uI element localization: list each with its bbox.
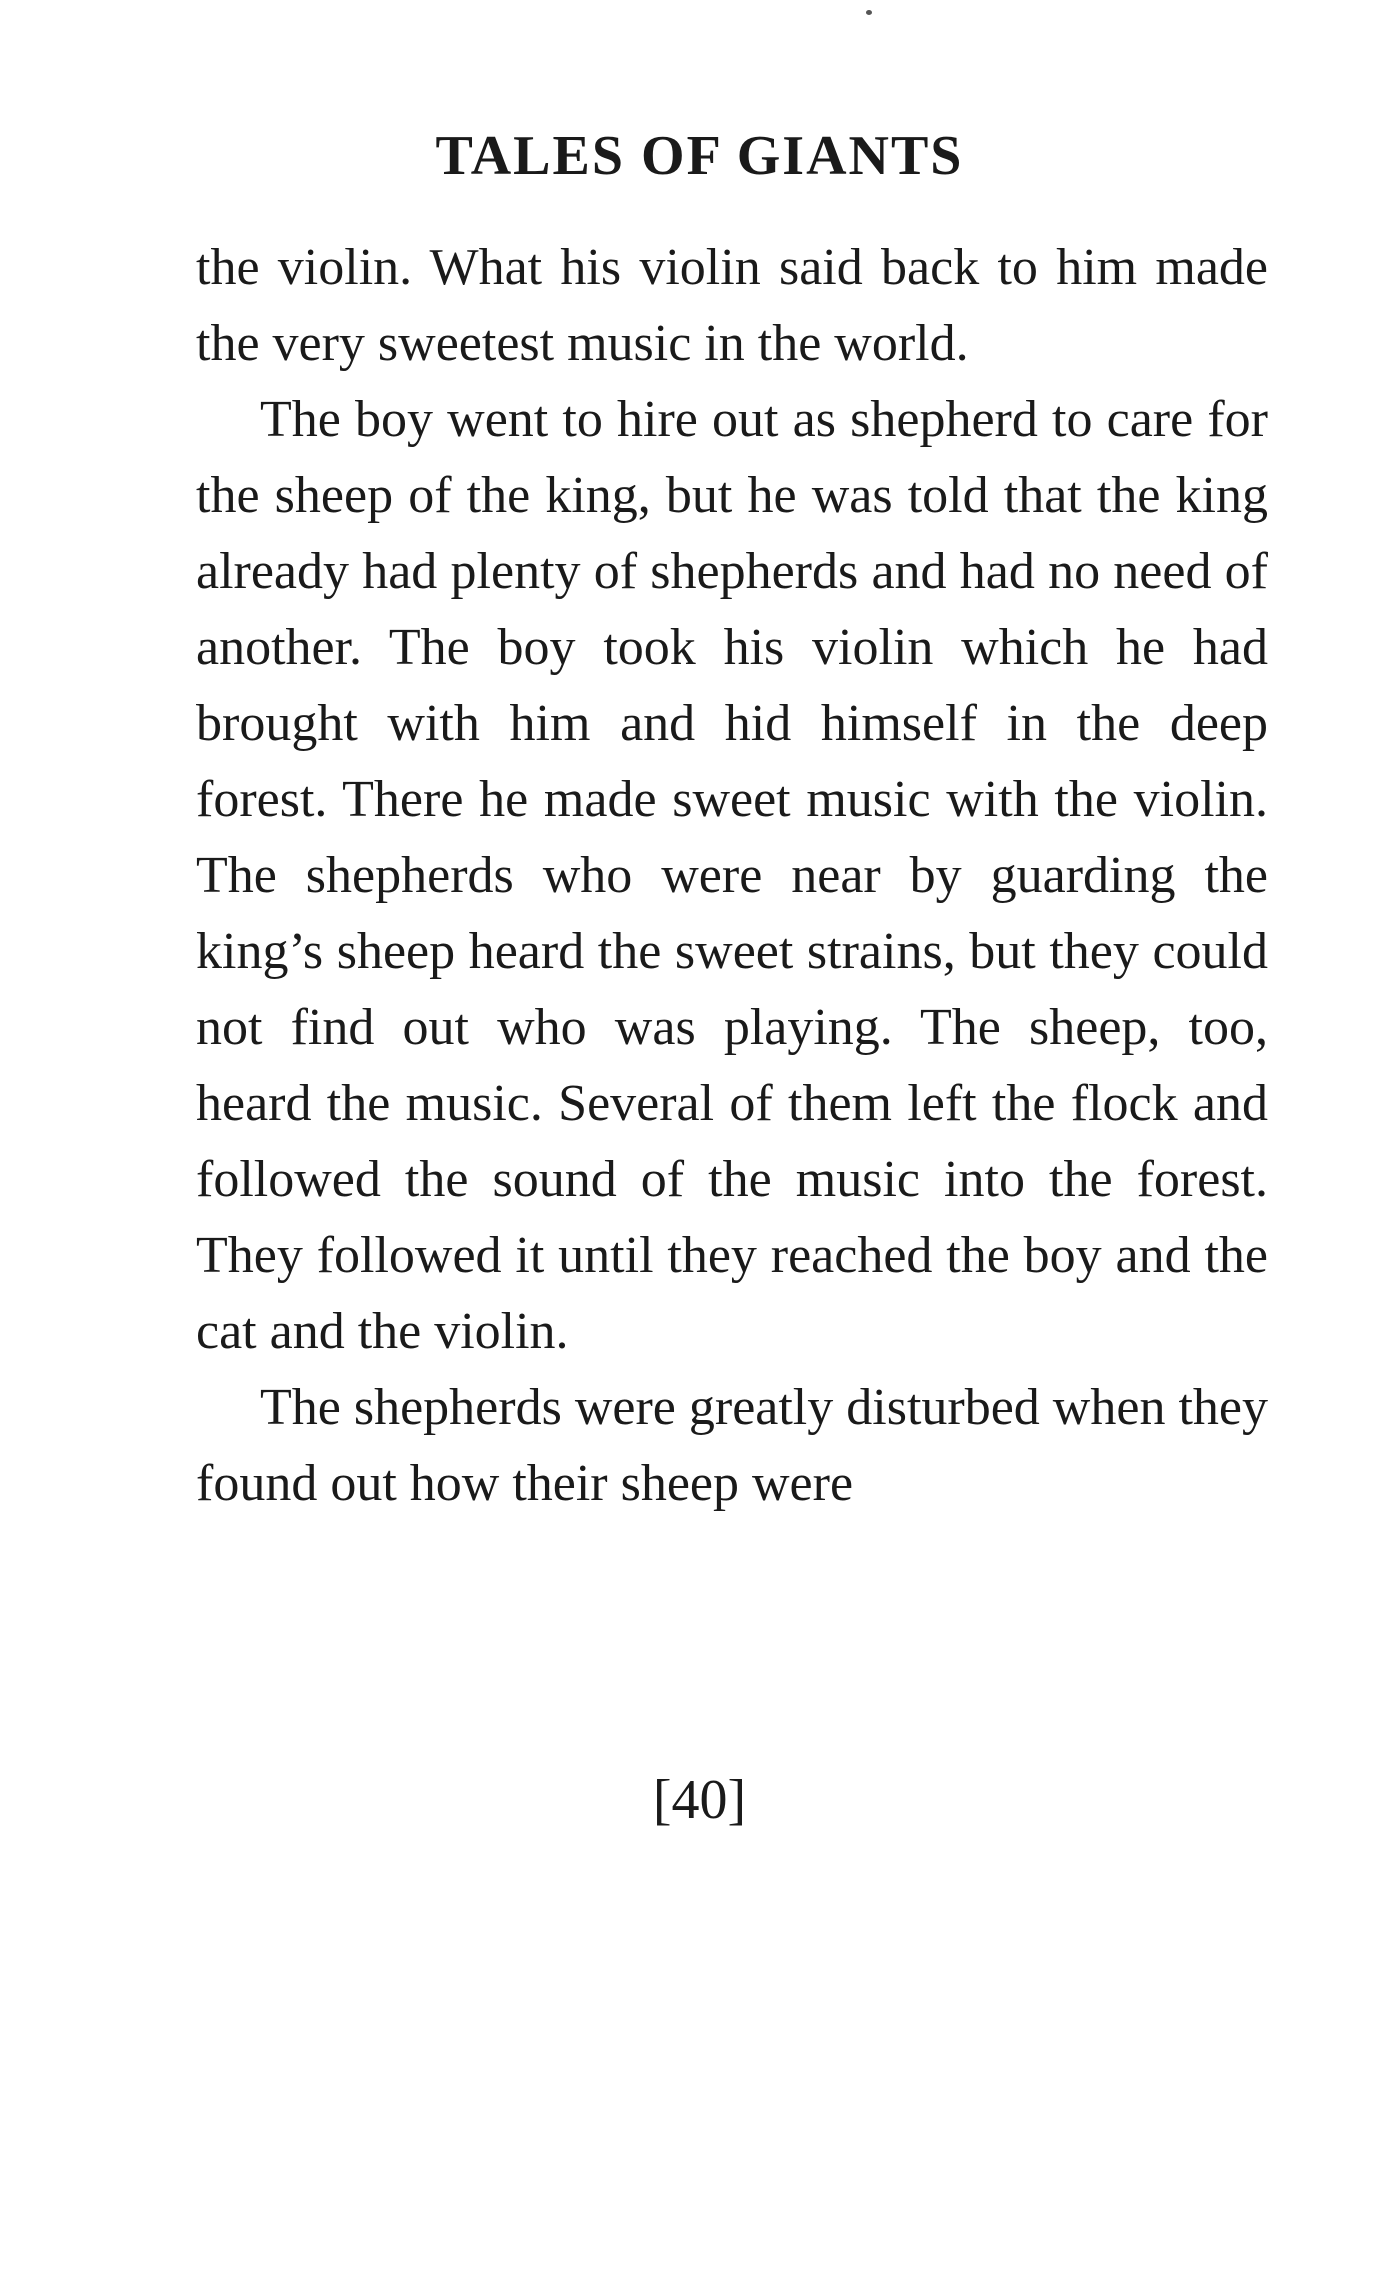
paragraph-continuation: the violin. What his violin said back to him made the very sweetest music in the world. — [196, 239, 1268, 372]
paragraph-shepherds-disturbed: The shepherds were greatly disturbed when they found out how their sheep were — [196, 1379, 1268, 1512]
print-speck — [866, 10, 872, 15]
body-text — [196, 230, 1268, 1522]
paragraph-shepherd-story: The boy went to hire out as shepherd to care for the sheep of the king, but he was told that the king already had plenty of shepherds and had no need of another. The boy took his violin which he had brought with him and hid himself in the deep forest. There he made sweet music with the violin. The shepherds who were near by guarding the king’s sheep heard the sweet strains, but they could not find out who was playing. The sheep, too, heard the music. Several of them left the flock and followed the sound of the music into the forest. They followed it until they reached the boy and the cat and the violin. — [196, 391, 1268, 1360]
running-head: TALES OF GIANTS — [435, 125, 964, 187]
page-number: [40] — [652, 1769, 747, 1831]
